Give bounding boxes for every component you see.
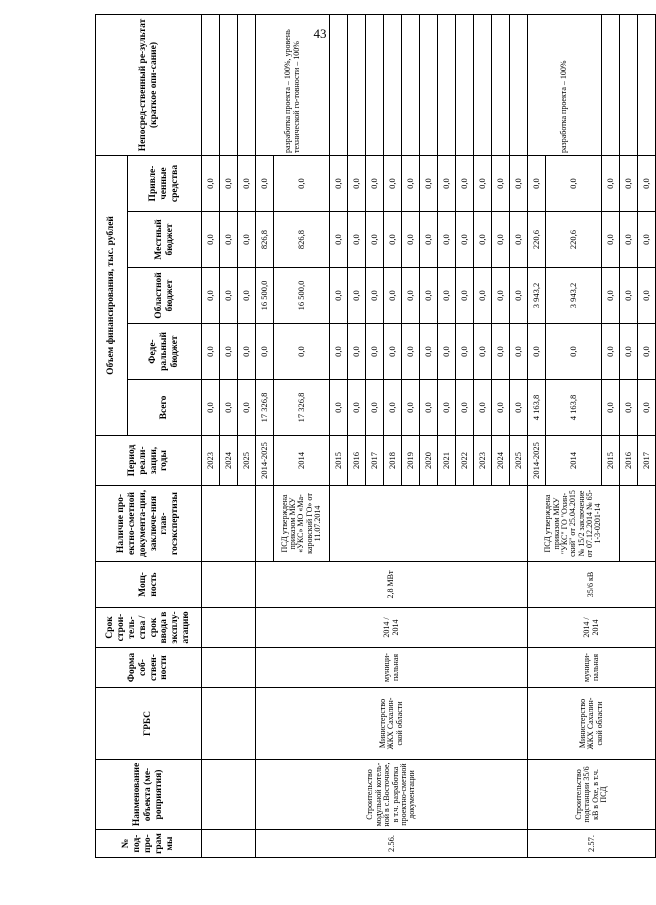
cell-total: 0,0 [438, 380, 456, 436]
cell-result [638, 15, 656, 156]
cell-ext: 0,0 [274, 156, 330, 212]
cell-power [202, 562, 256, 608]
cell-loc: 0,0 [348, 212, 366, 268]
obj-256-ownership: муници-пальная [256, 648, 528, 688]
cell-total: 4 163,8 [546, 380, 602, 436]
cell-loc: 826,8 [256, 212, 274, 268]
cell-fed: 0,0 [602, 324, 620, 380]
cell-period: 2016 [620, 436, 638, 486]
obj-257-grbs: Министерство ЖКХ Сахалин-ской области [528, 688, 656, 760]
cell-total: 0,0 [348, 380, 366, 436]
cell-reg: 16 500,0 [274, 268, 330, 324]
header-docs: Наличие про-ектно-сметной документа-ции, заключе-ния глав-госэкспертизы [96, 486, 202, 562]
cell-loc: 0,0 [456, 212, 474, 268]
obj-256-result: разработка проекта – 100%, уровень технической го-товности – 100% [256, 15, 330, 156]
table-row [256, 15, 274, 858]
cell-total: 0,0 [202, 380, 220, 436]
cell-ext: 0,0 [330, 156, 348, 212]
cell-loc: 0,0 [620, 212, 638, 268]
cell-period: 2018 [384, 436, 402, 486]
cell-total: 0,0 [492, 380, 510, 436]
obj-257-result: разработка проекта – 100% [528, 15, 602, 156]
rotated-table-container [95, 15, 652, 858]
cell-reg: 0,0 [348, 268, 366, 324]
cell-loc: 826,8 [274, 212, 330, 268]
obj-256-docs-rest [330, 486, 528, 562]
cell-reg: 0,0 [330, 268, 348, 324]
cell-name [202, 760, 256, 830]
header-result: Непосред-ственный ре-зультат (краткое опи-сание) [96, 15, 202, 156]
cell-loc: 220,6 [546, 212, 602, 268]
cell-fed: 0,0 [638, 324, 656, 380]
cell-fed: 0,0 [456, 324, 474, 380]
cell-total: 17 326,8 [274, 380, 330, 436]
cell-period: 2024 [220, 436, 238, 486]
cell-ext: 0,0 [638, 156, 656, 212]
cell-result [366, 15, 384, 156]
cell-total: 0,0 [474, 380, 492, 436]
cell-result [456, 15, 474, 156]
financing-table [95, 14, 656, 858]
cell-total: 0,0 [420, 380, 438, 436]
cell-total: 4 163,8 [528, 380, 546, 436]
cell-period: 2015 [330, 436, 348, 486]
cell-result [474, 15, 492, 156]
cell-reg: 0,0 [602, 268, 620, 324]
cell-period: 2015 [602, 436, 620, 486]
cell-ext: 0,0 [510, 156, 528, 212]
cell-reg: 0,0 [438, 268, 456, 324]
cell-result [620, 15, 638, 156]
cell-loc: 0,0 [402, 212, 420, 268]
cell-reg: 3 943,2 [546, 268, 602, 324]
cell-period: 2023 [202, 436, 220, 486]
cell-loc: 220,6 [528, 212, 546, 268]
cell-ext: 0,0 [420, 156, 438, 212]
cell-period: 2014 [274, 436, 330, 486]
cell-total: 0,0 [220, 380, 238, 436]
cell-fed: 0,0 [474, 324, 492, 380]
cell-fed: 0,0 [492, 324, 510, 380]
cell-period: 2022 [456, 436, 474, 486]
cell-ext: 0,0 [366, 156, 384, 212]
cell-period: 2017 [638, 436, 656, 486]
cell-loc: 0,0 [492, 212, 510, 268]
cell-fed: 0,0 [528, 324, 546, 380]
cell-fed: 0,0 [402, 324, 420, 380]
obj-257-ownership: муници-пальная [528, 648, 656, 688]
cell-total: 0,0 [366, 380, 384, 436]
cell-period: 2021 [438, 436, 456, 486]
cell-result [420, 15, 438, 156]
header-name: Наименование объекта (ме-роприятия) [96, 760, 202, 830]
cell-period: 2014 [546, 436, 602, 486]
cell-ext: 0,0 [202, 156, 220, 212]
cell-loc: 0,0 [366, 212, 384, 268]
page-number: 43 [313, 26, 327, 41]
cell-loc: 0,0 [438, 212, 456, 268]
cell-num [202, 830, 256, 858]
cell-total: 0,0 [384, 380, 402, 436]
header-reg: Областной бюджет [128, 268, 202, 324]
cell-reg: 0,0 [510, 268, 528, 324]
cell-reg: 0,0 [220, 268, 238, 324]
cell-loc: 0,0 [330, 212, 348, 268]
obj-257-docs: ПСД утверждена приказом МКУ "УКС" ГО "Охин-ский" от 25.04.2015 № 15/2 заключение от 07.12.2014 № 65-1-3-0201-14 [528, 486, 620, 562]
header-ext: Привле-ченные средства [128, 156, 202, 212]
cell-fed: 0,0 [202, 324, 220, 380]
obj-256-grbs: Министерство ЖКХ Сахалин-ской области [256, 688, 528, 760]
header-ownership: Форма соб-ствен-ности [96, 648, 202, 688]
cell-loc: 0,0 [220, 212, 238, 268]
cell-total: 0,0 [330, 380, 348, 436]
cell-reg: 0,0 [202, 268, 220, 324]
cell-result [510, 15, 528, 156]
cell-loc: 0,0 [602, 212, 620, 268]
cell-reg: 0,0 [366, 268, 384, 324]
cell-reg: 0,0 [620, 268, 638, 324]
header-period: Период реали-зации, годы [96, 436, 202, 486]
cell-period: 2014-2025 [256, 436, 274, 486]
cell-ext: 0,0 [620, 156, 638, 212]
cell-result [220, 15, 238, 156]
cell-reg: 0,0 [384, 268, 402, 324]
cell-ext: 0,0 [456, 156, 474, 212]
cell-period: 2023 [474, 436, 492, 486]
cell-period: 2024 [492, 436, 510, 486]
obj-256-num: 2.56. [256, 830, 528, 858]
cell-period: 2014-2025 [528, 436, 546, 486]
cell-total: 0,0 [638, 380, 656, 436]
cell-result [202, 15, 220, 156]
cell-total: 0,0 [456, 380, 474, 436]
cell-reg: 0,0 [638, 268, 656, 324]
cell-period: 2017 [366, 436, 384, 486]
cell-ext: 0,0 [402, 156, 420, 212]
cell-period: 2016 [348, 436, 366, 486]
cell-ext: 0,0 [602, 156, 620, 212]
table-row [528, 15, 546, 858]
obj-256-docs: ПСД утверждена приказом МКУ «УКС» МО «Ма-каровский ГО» от 11.07.2014 [274, 486, 330, 562]
cell-fed: 0,0 [238, 324, 256, 380]
cell-ext: 0,0 [492, 156, 510, 212]
cell-fed: 0,0 [220, 324, 238, 380]
obj-256-power: 2,8 МВт [256, 562, 528, 608]
cell-result [330, 15, 348, 156]
cell-docs [202, 486, 256, 562]
obj-257-name: Строительство подстанции 35/6 кВ в Охе, в т.ч. ПСД [528, 760, 656, 830]
cell-result [238, 15, 256, 156]
cell-loc: 0,0 [202, 212, 220, 268]
obj-256-term: 2014 / 2014 [256, 608, 528, 648]
cell-result [438, 15, 456, 156]
table-row [202, 15, 220, 858]
cell-period: 2019 [402, 436, 420, 486]
header-power: Мощ-ность [96, 562, 202, 608]
cell-total: 0,0 [402, 380, 420, 436]
cell-total: 0,0 [238, 380, 256, 436]
header-financing: Объем финансирования, тыс. рублей [96, 156, 128, 436]
cell-fed: 0,0 [420, 324, 438, 380]
cell-fed: 0,0 [384, 324, 402, 380]
header-loc: Местный бюджет [128, 212, 202, 268]
cell-result [402, 15, 420, 156]
cell-reg: 0,0 [402, 268, 420, 324]
cell-ext: 0,0 [256, 156, 274, 212]
cell-ext: 0,0 [474, 156, 492, 212]
cell-period: 2020 [420, 436, 438, 486]
cell-ext: 0,0 [384, 156, 402, 212]
cell-reg: 0,0 [420, 268, 438, 324]
cell-ext: 0,0 [348, 156, 366, 212]
cell-loc: 0,0 [638, 212, 656, 268]
cell-fed: 0,0 [546, 324, 602, 380]
obj-256-name: Строительство модульной котель-ной в с.Восточное, в т.ч. разработка проектно-сметной документации [256, 760, 528, 830]
cell-result [492, 15, 510, 156]
cell-total: 0,0 [602, 380, 620, 436]
cell-ext: 0,0 [438, 156, 456, 212]
cell-reg: 0,0 [474, 268, 492, 324]
obj-257-docs-rest [620, 486, 656, 562]
cell-reg: 16 500,0 [256, 268, 274, 324]
cell-fed: 0,0 [330, 324, 348, 380]
cell-fed: 0,0 [620, 324, 638, 380]
cell-loc: 0,0 [238, 212, 256, 268]
cell-period: 2025 [238, 436, 256, 486]
header-total: Всего [128, 380, 202, 436]
header-fed: Феде-ральный бюджет [128, 324, 202, 380]
cell-fed: 0,0 [438, 324, 456, 380]
cell-fed: 0,0 [366, 324, 384, 380]
cell-ext: 0,0 [238, 156, 256, 212]
cell-term [202, 608, 256, 648]
cell-total: 0,0 [510, 380, 528, 436]
cell-ext: 0,0 [220, 156, 238, 212]
cell-ownership [202, 648, 256, 688]
cell-fed: 0,0 [256, 324, 274, 380]
cell-result [384, 15, 402, 156]
cell-reg: 0,0 [238, 268, 256, 324]
cell-loc: 0,0 [474, 212, 492, 268]
cell-ext: 0,0 [528, 156, 546, 212]
obj-257-power: 35/6 кВ [528, 562, 656, 608]
header-term: Срок строи-тель-ства / срок ввода в эксплу-атацию [96, 608, 202, 648]
cell-loc: 0,0 [420, 212, 438, 268]
cell-period: 2025 [510, 436, 528, 486]
cell-loc: 0,0 [510, 212, 528, 268]
header-grbs: ГРБС [96, 688, 202, 760]
cell-reg: 0,0 [456, 268, 474, 324]
cell-total: 0,0 [620, 380, 638, 436]
cell-fed: 0,0 [510, 324, 528, 380]
header-num: № под-про-грам мы [96, 830, 202, 858]
cell-reg: 3 943,2 [528, 268, 546, 324]
obj-256-docs-empty [256, 486, 274, 562]
cell-fed: 0,0 [348, 324, 366, 380]
obj-257-num: 2.57. [528, 830, 656, 858]
cell-ext: 0,0 [546, 156, 602, 212]
cell-result [348, 15, 366, 156]
cell-fed: 0,0 [274, 324, 330, 380]
cell-result [602, 15, 620, 156]
cell-grbs [202, 688, 256, 760]
obj-257-term: 2014 / 2014 [528, 608, 656, 648]
cell-total: 17 326,8 [256, 380, 274, 436]
cell-reg: 0,0 [492, 268, 510, 324]
cell-loc: 0,0 [384, 212, 402, 268]
